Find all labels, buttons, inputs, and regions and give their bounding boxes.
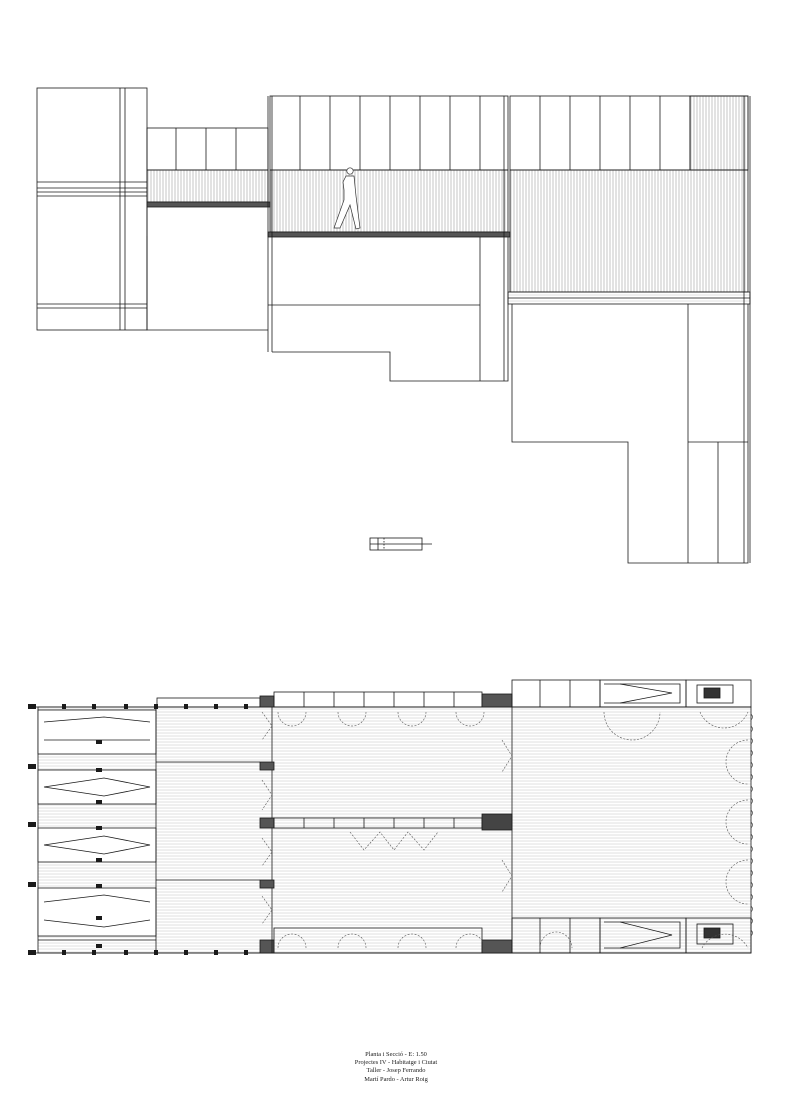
title-block-line-4: Martí Pardo - Artur Roig [364, 1075, 428, 1083]
title-block-line-1: Planta i Secció - E: 1.50 [365, 1051, 427, 1058]
section-left-block [37, 88, 147, 330]
title-block [296, 1051, 496, 1084]
scale-bar [370, 538, 432, 550]
section-bridge [147, 128, 270, 330]
title-block-line-2: Projectes IV - Habitatge i Ciutat [354, 1059, 438, 1067]
section-middle-block [268, 96, 510, 381]
plan-drawing [28, 680, 753, 955]
plan-top-rooms [157, 680, 751, 707]
section-right-block [508, 96, 750, 563]
title-block-line-3: Taller - Josep Ferrando [366, 1067, 426, 1075]
section-drawing [37, 88, 750, 563]
